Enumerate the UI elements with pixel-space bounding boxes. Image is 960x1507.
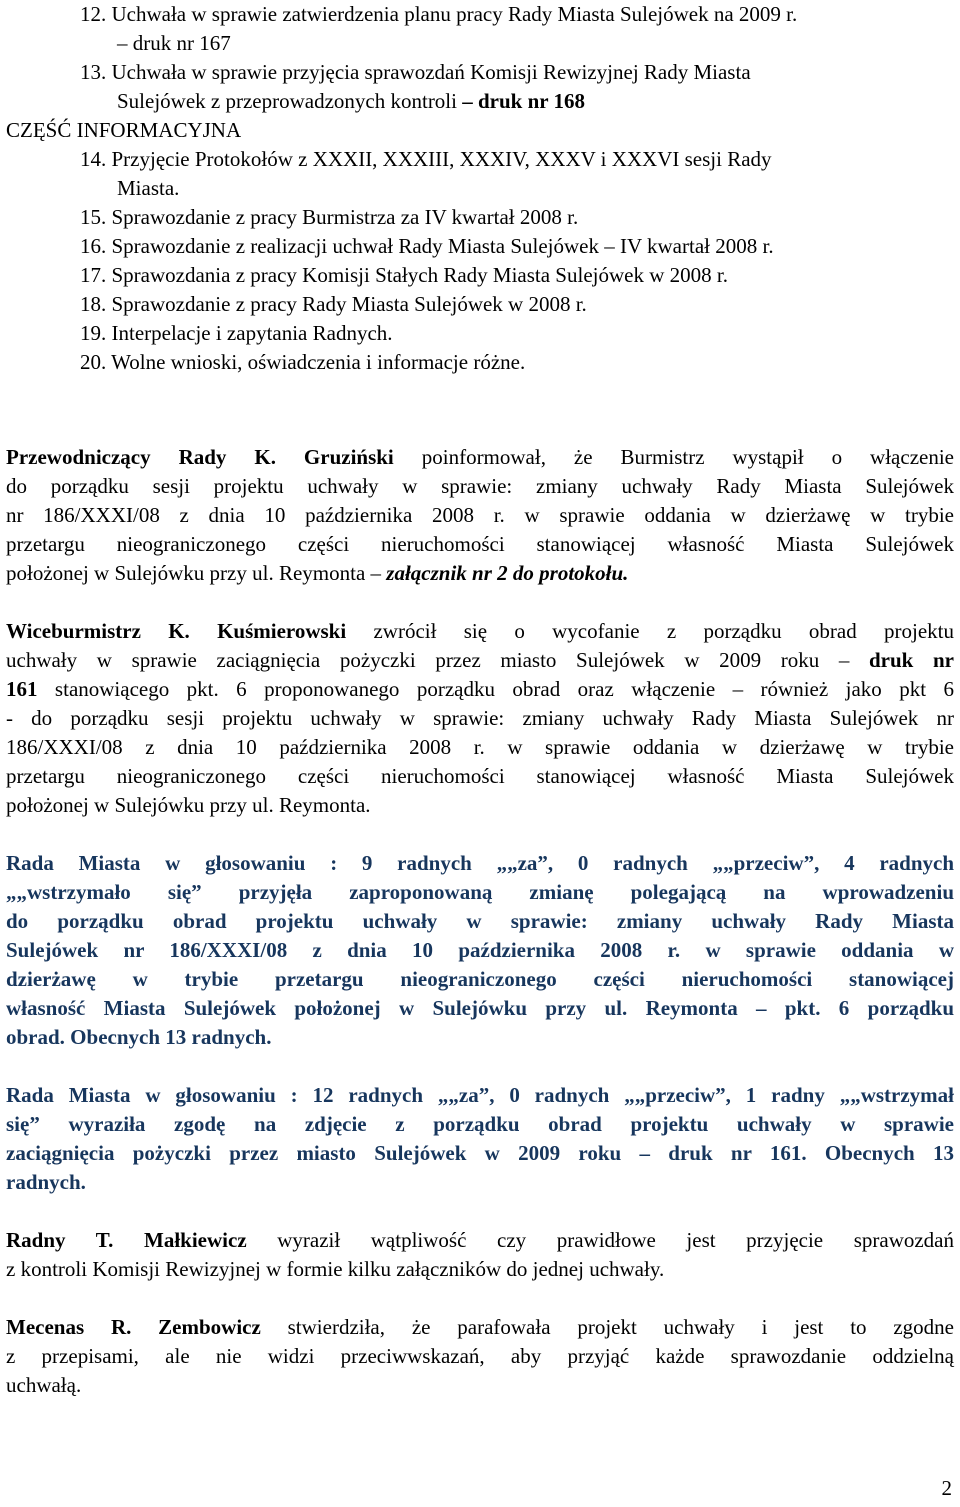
vote-result-line: radnych. xyxy=(6,1170,86,1194)
agenda-item-12: 12. Uchwała w sprawie zatwierdzenia planu pracy Rady Miasta Sulejówek na 2009 r. xyxy=(80,2,798,26)
section-heading-info: CZĘŚĆ INFORMACYJNA xyxy=(6,118,242,142)
vote-result-line: obrad. Obecnych 13 radnych. xyxy=(6,1025,272,1049)
paragraph-deputy-mayor-line: - do porządku sesji projektu uchwały w sprawie: zmiany uchwały Rady Miasta Sulejówek nr xyxy=(6,706,954,730)
agenda-item-17: 17. Sprawozdania z pracy Komisji Stałych Rady Miasta Sulejówek w 2008 r. xyxy=(80,263,728,287)
page-number: 2 xyxy=(941,1476,952,1500)
paragraph-chairman-line: Przewodniczący Rady K. Gruziński poinformował, że Burmistrz wystąpił o włączenie xyxy=(6,445,954,469)
agenda-item-12-cont: – druk nr 167 xyxy=(117,31,231,55)
paragraph-chairman-line: położonej w Sulejówku przy ul. Reymonta – załącznik nr 2 do protokołu. xyxy=(6,561,629,585)
paragraph-deputy-mayor-line: uchwały w sprawie zaciągnięcia pożyczki przez miasto Sulejówek w 2009 roku – druk nr xyxy=(6,648,954,672)
paragraph-deputy-mayor-line: położonej w Sulejówku przy ul. Reymonta. xyxy=(6,793,371,817)
agenda-item-14-cont: Miasta. xyxy=(117,176,180,200)
vote-result-line: zaciągnięcia pożyczki przez miasto Sulejówek w 2009 roku – druk nr 161. Obecnych 13 xyxy=(6,1141,954,1165)
paragraph-lawyer-line: Mecenas R. Zembowicz stwierdziła, że parafowała projekt uchwały i jest to zgodne xyxy=(6,1315,954,1339)
paragraph-deputy-mayor-line: przetargu nieograniczonego części nieruchomości stanowiącej własność Miasta Sulejówek xyxy=(6,764,954,788)
paragraph-deputy-mayor-line: 186/XXXI/08 z dnia 10 października 2008 r. w sprawie oddania w dzierżawę w trybie xyxy=(6,735,954,759)
vote-result-line: „„wstrzymało się” przyjęła zaproponowaną zmianę polegającą na wprowadzeniu xyxy=(6,880,954,904)
paragraph-chairman-line: nr 186/XXXI/08 z dnia 10 października 2008 r. w sprawie oddania w dzierżawę w trybie xyxy=(6,503,954,527)
paragraph-lawyer-line: uchwałą. xyxy=(6,1373,82,1397)
vote-result-line: do porządku obrad projektu uchwały w sprawie: zmiany uchwały Rady Miasta xyxy=(6,909,954,933)
paragraph-deputy-mayor-line: 161 stanowiącego pkt. 6 proponowanego porządku obrad oraz włączenie – również jako pkt 6 xyxy=(6,677,954,701)
vote-result-line: Rada Miasta w głosowaniu : 9 radnych „„za”, 0 radnych „„przeciw”, 4 radnych xyxy=(6,851,954,875)
speaker-name: Przewodniczący Rady K. Gruziński xyxy=(6,445,394,469)
paragraph-chairman-line: do porządku sesji projektu uchwały w sprawie: zmiany uchwały Rady Miasta Sulejówek xyxy=(6,474,954,498)
paragraph-lawyer-line: z przepisami, ale nie widzi przeciwwskazań, aby przyjąć każde sprawozdanie oddzielną xyxy=(6,1344,954,1368)
speaker-name: Wiceburmistrz K. Kuśmierowski xyxy=(6,619,347,643)
vote-result-line: Sulejówek nr 186/XXXI/08 z dnia 10 października 2008 r. w sprawie oddania w xyxy=(6,938,954,962)
paragraph-councillor-line: Radny T. Małkiewicz wyraził wątpliwość czy prawidłowe jest przyjęcie sprawozdań xyxy=(6,1228,954,1252)
vote-result-line: się” wyraziła zgodę na zdjęcie z porządku obrad projektu uchwały w sprawie xyxy=(6,1112,954,1136)
agenda-item-18: 18. Sprawozdanie z pracy Rady Miasta Sulejówek w 2008 r. xyxy=(80,292,587,316)
vote-result-line: własność Miasta Sulejówek położonej w Sulejówku przy ul. Reymonta – pkt. 6 porządku xyxy=(6,996,954,1020)
vote-result-line: dzierżawę w trybie przetargu nieograniczonego części nieruchomości stanowiącej xyxy=(6,967,954,991)
paragraph-councillor-line: z kontroli Komisji Rewizyjnej w formie kilku załączników do jednej uchwały. xyxy=(6,1257,665,1281)
agenda-item-14: 14. Przyjęcie Protokołów z XXXII, XXXIII, XXXIV, XXXV i XXXVI sesji Rady xyxy=(80,147,772,171)
agenda-item-19: 19. Interpelacje i zapytania Radnych. xyxy=(80,321,393,345)
agenda-item-13: 13. Uchwała w sprawie przyjęcia sprawozdań Komisji Rewizyjnej Rady Miasta xyxy=(80,60,751,84)
paragraph-chairman-line: przetargu nieograniczonego części nieruchomości stanowiącej własność Miasta Sulejówek xyxy=(6,532,954,556)
agenda-item-20: 20. Wolne wnioski, oświadczenia i informacje różne. xyxy=(80,350,526,374)
speaker-name: Radny T. Małkiewicz xyxy=(6,1228,247,1252)
agenda-item-15: 15. Sprawozdanie z pracy Burmistrza za IV kwartał 2008 r. xyxy=(80,205,579,229)
agenda-item-16: 16. Sprawozdanie z realizacji uchwał Rady Miasta Sulejówek – IV kwartał 2008 r. xyxy=(80,234,774,258)
paragraph-deputy-mayor-line: Wiceburmistrz K. Kuśmierowski zwrócił się o wycofanie z porządku obrad projektu xyxy=(6,619,954,643)
speaker-name: Mecenas R. Zembowicz xyxy=(6,1315,261,1339)
agenda-item-13-cont: Sulejówek z przeprowadzonych kontroli – druk nr 168 xyxy=(117,89,585,113)
vote-result-line: Rada Miasta w głosowaniu : 12 radnych „„za”, 0 radnych „„przeciw”, 1 radny „„wstrzymał xyxy=(6,1083,954,1107)
attachment-reference: załącznik nr 2 do protokołu. xyxy=(386,561,629,585)
